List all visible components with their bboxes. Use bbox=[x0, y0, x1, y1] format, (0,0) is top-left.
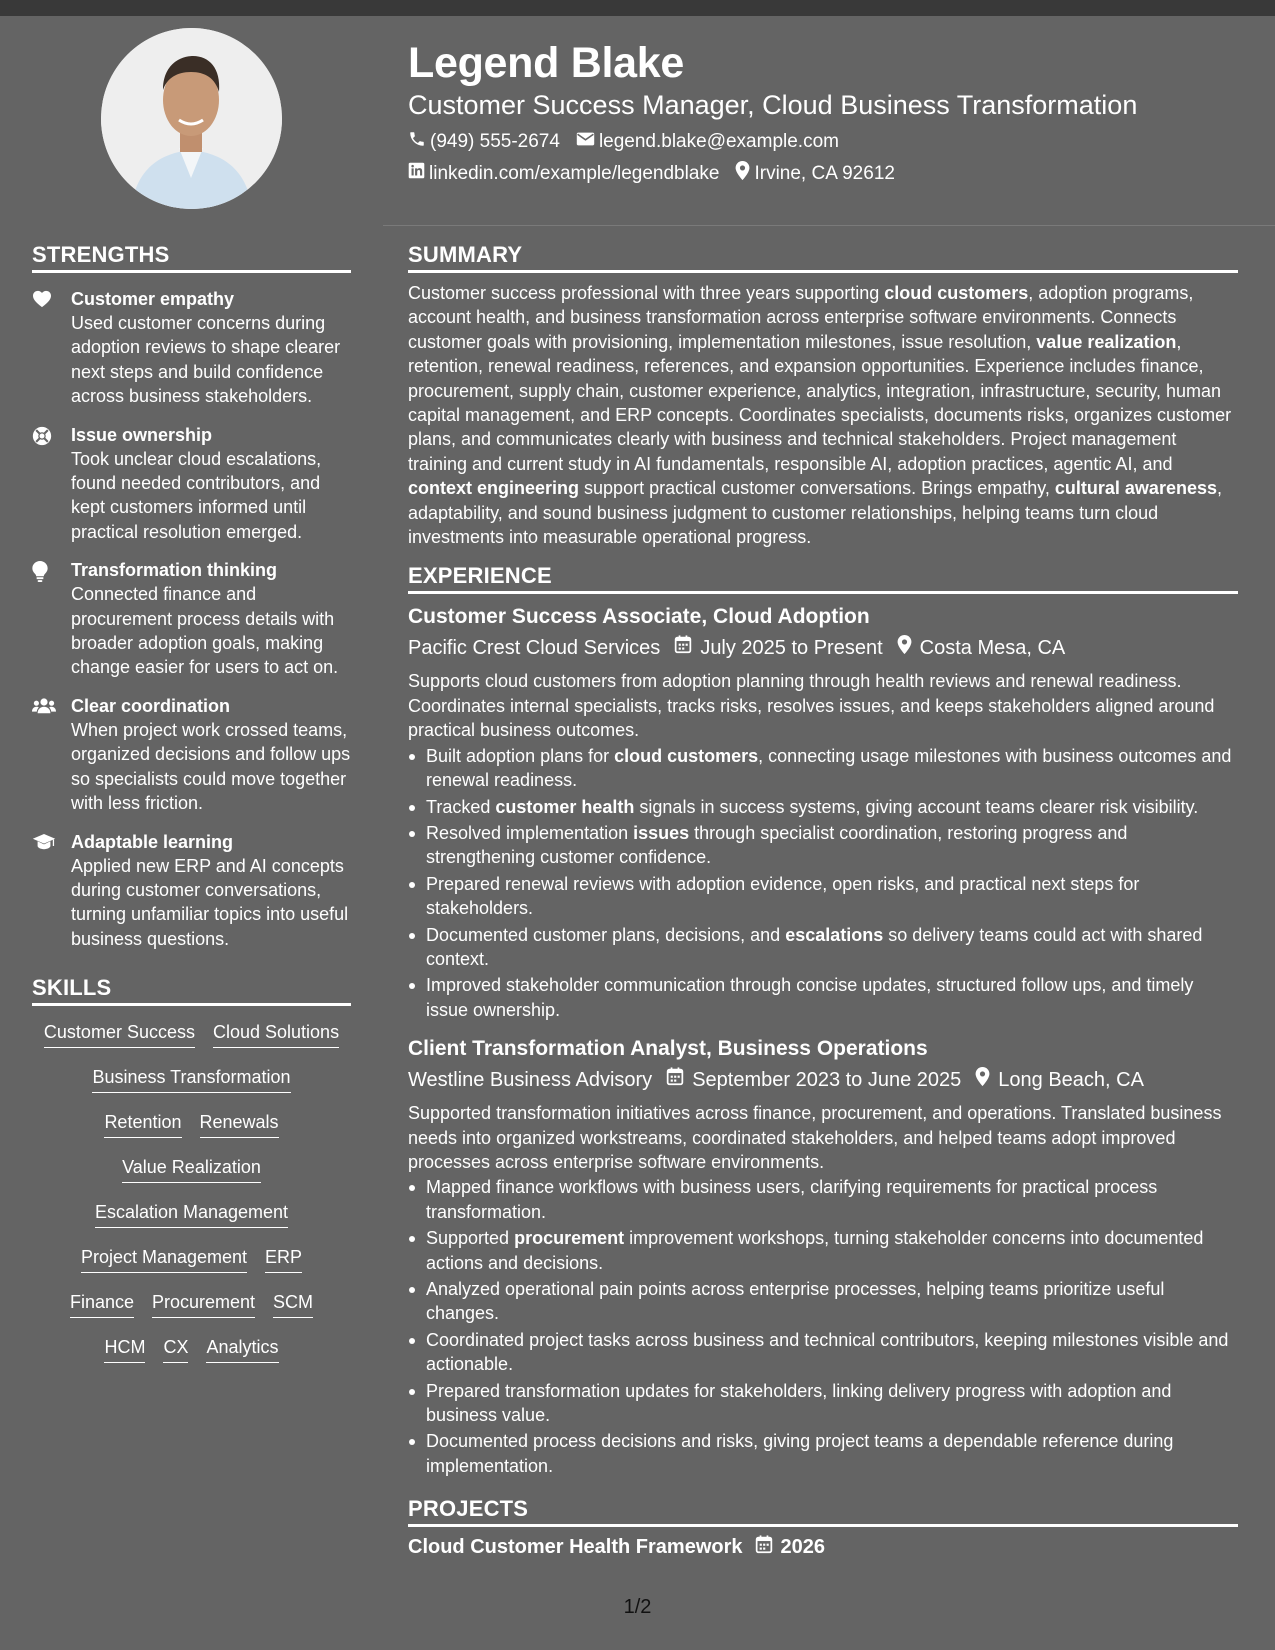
skill-tag: Customer Success bbox=[44, 1020, 195, 1048]
skills-list bbox=[32, 1020, 351, 1380]
job-bullet: Supported procurement improvement workshops, turning stakeholder concerns into documented actions and decisions. bbox=[408, 1226, 1238, 1275]
location-contact bbox=[735, 161, 894, 186]
email-address: legend.blake@example.com bbox=[598, 130, 839, 152]
email-contact[interactable] bbox=[576, 131, 839, 153]
envelope-icon bbox=[576, 131, 599, 153]
viewer-top-bar bbox=[0, 0, 1275, 16]
strength-description: Connected finance and procurement process details with broader adoption goals, making change easier for users to act on. bbox=[71, 584, 339, 678]
job-bullet: Documented process decisions and risks, giving project teams a dependable reference during implementation. bbox=[408, 1429, 1238, 1478]
job-dates bbox=[666, 1067, 961, 1093]
strength-title: Adaptable learning bbox=[71, 831, 234, 852]
location-text: Irvine, CA 92612 bbox=[754, 162, 895, 184]
job-entry bbox=[408, 1036, 1238, 1478]
strength-description: Used customer concerns during adoption reviews to shape clearer next steps and build confidence across business stakeholders. bbox=[71, 313, 341, 407]
calendar-icon bbox=[743, 1535, 781, 1560]
resume-header bbox=[408, 40, 1238, 186]
strength-item bbox=[32, 830, 351, 952]
skill-tag: SCM bbox=[273, 1290, 313, 1318]
summary-text: Customer success professional with three years supporting cloud customers, adoption programs, account health, and business transformation across enterprise software environments. Connects customer goals with provisioning, implementation milestones, issue resolution, value realization, retention, renewal readiness, references, and expansion opportunities. Experience includes finance, procurement, supply chain, customer experience, analytics, integration, infrastructure, security, human capital management, and ERP concepts. Coordinates specialists, documents risks, organizes customer plans, and communicates clearly with business and technical stakeholders. Project management training and current study in AI fundamentals, responsible AI, adoption practices, agentic AI, and context engineering support practical customer conversations. Brings empathy, cultural awareness, adaptability, and sound business judgment to customer relationships, helping teams turn cloud investments into measurable operational progress. bbox=[408, 283, 1232, 548]
skill-row bbox=[32, 1065, 351, 1110]
candidate-headline: Customer Success Manager, Cloud Business Transformation bbox=[408, 90, 1138, 121]
linkedin-contact[interactable] bbox=[408, 162, 719, 185]
skill-tag: HCM bbox=[104, 1335, 145, 1363]
page-number: 1/2 bbox=[623, 1596, 652, 1618]
skills-heading: SKILLS bbox=[32, 975, 351, 1006]
job-bullet: Prepared renewal reviews with adoption evidence, open risks, and practical next steps for stakeholders. bbox=[408, 872, 1238, 921]
strength-description: When project work crossed teams, organized decisions and follow ups so specialists could move together with less friction. bbox=[71, 719, 351, 814]
strength-item bbox=[32, 287, 351, 409]
linkedin-url: linkedin.com/example/legendblake bbox=[429, 162, 720, 184]
skill-tag: Analytics bbox=[206, 1335, 278, 1363]
job-bullet: Built adoption plans for cloud customers, connecting usage milestones with business outcomes and renewal readiness. bbox=[408, 744, 1238, 793]
job-bullet: Mapped finance workflows with business users, clarifying requirements for practical process transformation. bbox=[408, 1175, 1238, 1224]
job-bullet: Documented customer plans, decisions, and escalations so delivery teams could act with shared context. bbox=[408, 923, 1238, 972]
job-location-text: Long Beach, CA bbox=[998, 1069, 1144, 1092]
strength-item bbox=[32, 558, 351, 680]
summary-heading: SUMMARY bbox=[408, 242, 1238, 273]
job-bullets bbox=[408, 1175, 1238, 1478]
project-entry bbox=[408, 1535, 1238, 1560]
strengths-heading: STRENGTHS bbox=[32, 242, 351, 273]
job-dates-text: September 2023 to June 2025 bbox=[692, 1069, 962, 1092]
phone-number: (949) 555-2674 bbox=[430, 130, 560, 152]
lightbulb-icon bbox=[32, 558, 71, 680]
sidebar bbox=[32, 242, 351, 1380]
skill-tag: Renewals bbox=[200, 1110, 279, 1138]
strength-description: Applied new ERP and AI concepts during customer conversations, turning unfamiliar topics into useful business questions. bbox=[71, 855, 349, 949]
heart-icon bbox=[32, 287, 71, 409]
projects-heading: PROJECTS bbox=[408, 1496, 1238, 1527]
phone-contact[interactable] bbox=[408, 130, 560, 154]
skill-row bbox=[32, 1335, 351, 1380]
job-dates-text: July 2025 to Present bbox=[700, 637, 883, 660]
map-pin-icon bbox=[897, 635, 920, 661]
company-name: Westline Business Advisory bbox=[408, 1069, 653, 1092]
job-meta bbox=[408, 635, 1238, 661]
job-bullet: Improved stakeholder communication through concise updates, structured follow ups, and timely issue ownership. bbox=[408, 973, 1238, 1022]
profile-photo bbox=[101, 28, 282, 209]
calendar-icon bbox=[674, 635, 700, 661]
skill-row bbox=[32, 1200, 351, 1245]
job-title: Client Transformation Analyst, Business Operations bbox=[408, 1037, 928, 1061]
job-meta bbox=[408, 1067, 1238, 1093]
job-location-text: Costa Mesa, CA bbox=[919, 637, 1066, 660]
life-ring-icon bbox=[32, 423, 71, 545]
job-dates bbox=[674, 635, 882, 661]
skill-tag: CX bbox=[163, 1335, 188, 1363]
job-location bbox=[975, 1067, 1144, 1093]
skill-row bbox=[32, 1290, 351, 1335]
job-description: Supports cloud customers from adoption planning through health reviews and renewal readiness. Coordinates internal specialists, tracks risks, resolves issues, and keeps stakeholders aligned around practical business outcomes. bbox=[408, 671, 1215, 741]
strength-item bbox=[32, 423, 351, 545]
experience-heading: EXPERIENCE bbox=[408, 563, 1238, 594]
candidate-name: Legend Blake bbox=[408, 39, 684, 87]
skill-tag: Value Realization bbox=[122, 1155, 261, 1183]
skill-tag: Project Management bbox=[81, 1245, 247, 1273]
users-icon bbox=[32, 694, 71, 816]
graduation-cap-icon bbox=[32, 830, 71, 952]
main-column bbox=[408, 242, 1238, 1560]
job-location bbox=[897, 635, 1066, 661]
job-title: Customer Success Associate, Cloud Adoption bbox=[408, 605, 870, 629]
job-bullet: Resolved implementation issues through specialist coordination, restoring progress and strengthening customer confidence. bbox=[408, 821, 1238, 870]
skill-row bbox=[32, 1020, 351, 1065]
job-entry bbox=[408, 604, 1238, 1022]
skill-row bbox=[32, 1155, 351, 1200]
map-pin-icon bbox=[735, 161, 754, 186]
skill-tag: Procurement bbox=[152, 1290, 255, 1318]
project-date: 2026 bbox=[780, 1536, 826, 1559]
skill-tag: Finance bbox=[70, 1290, 134, 1318]
job-bullet: Analyzed operational pain points across enterprise processes, helping teams prioritize useful changes. bbox=[408, 1277, 1238, 1326]
project-name: Cloud Customer Health Framework bbox=[408, 1536, 743, 1559]
job-description: Supported transformation initiatives across finance, procurement, and operations. Translated business needs into organized workstreams, coordinated stakeholders, and helped teams adopt improved processes across enterprise software environments. bbox=[408, 1103, 1222, 1172]
skill-tag: Escalation Management bbox=[95, 1200, 288, 1228]
skill-tag: Retention bbox=[104, 1110, 181, 1138]
skill-tag: Business Transformation bbox=[92, 1065, 290, 1093]
skill-row bbox=[32, 1110, 351, 1155]
job-bullet: Coordinated project tasks across business and technical contributors, keeping milestones visible and actionable. bbox=[408, 1328, 1238, 1377]
job-bullet: Tracked customer health signals in success systems, giving account teams clearer risk visibility. bbox=[408, 795, 1238, 819]
company-name: Pacific Crest Cloud Services bbox=[408, 637, 661, 660]
skill-tag: ERP bbox=[265, 1245, 302, 1273]
strength-title: Issue ownership bbox=[71, 424, 213, 445]
header-divider bbox=[383, 225, 1275, 226]
contact-row-1 bbox=[408, 130, 1238, 154]
strength-item bbox=[32, 694, 351, 816]
strength-title: Transformation thinking bbox=[71, 560, 278, 581]
contact-row-2 bbox=[408, 162, 1238, 186]
strength-description: Took unclear cloud escalations, found needed contributors, and kept customers informed until practical resolution emerged. bbox=[71, 448, 322, 542]
skill-tag: Cloud Solutions bbox=[213, 1020, 339, 1048]
map-pin-icon bbox=[975, 1067, 998, 1093]
skill-row bbox=[32, 1245, 351, 1290]
linkedin-icon bbox=[408, 162, 429, 185]
strength-title: Clear coordination bbox=[71, 695, 231, 716]
strength-title: Customer empathy bbox=[71, 289, 235, 309]
phone-icon bbox=[408, 130, 430, 154]
calendar-icon bbox=[666, 1067, 692, 1093]
job-bullet: Prepared transformation updates for stakeholders, linking delivery progress with adoption and business value. bbox=[408, 1379, 1238, 1428]
job-bullets bbox=[408, 744, 1238, 1022]
